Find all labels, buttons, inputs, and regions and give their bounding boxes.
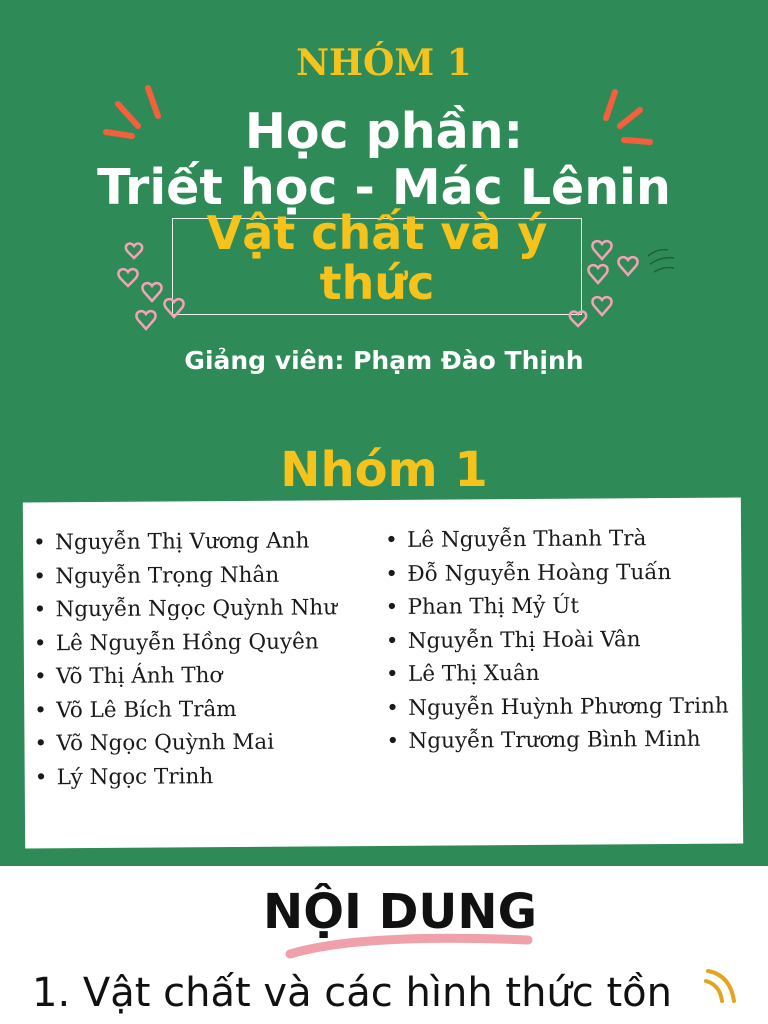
bullet: • <box>32 530 46 556</box>
bullet: • <box>33 597 47 623</box>
list-item <box>34 658 374 694</box>
course-line-2: Triết học - Mác Lênin <box>97 159 671 216</box>
lecturer-text: Giảng viên: Phạm Đào Thịnh <box>184 346 584 375</box>
list-item <box>34 625 374 661</box>
bullet: • <box>34 697 48 723</box>
content-title: NỘI DUNG <box>263 884 537 940</box>
bullet: • <box>33 664 47 690</box>
underline-stroke <box>284 928 534 964</box>
list-item <box>386 689 736 725</box>
list-item <box>34 725 374 761</box>
member-name: Đỗ Nguyễn Hoàng Tuấn <box>407 559 672 587</box>
member-name: Nguyễn Huỳnh Phương Trinh <box>408 693 729 721</box>
list-item <box>385 522 735 558</box>
group-heading: NHÓM 1 <box>296 42 472 84</box>
list-item <box>386 656 736 692</box>
member-name: Võ Thị Ánh Thơ <box>55 663 223 690</box>
bullet: • <box>385 661 399 687</box>
member-name: Võ Ngọc Quỳnh Mai <box>56 729 275 757</box>
member-name: Lê Thị Xuân <box>407 660 540 687</box>
list-item <box>386 622 736 658</box>
member-name: Nguyễn Thị Hoài Vân <box>407 626 641 654</box>
bullet: • <box>384 527 398 553</box>
bullet: • <box>33 630 47 656</box>
member-name: Võ Lê Bích Trâm <box>56 696 237 723</box>
topic-title: Vật chất và ý thức <box>206 206 548 310</box>
bullet: • <box>34 731 48 757</box>
list-item <box>33 591 373 627</box>
signal-icon <box>700 965 750 1015</box>
list-item <box>33 558 373 594</box>
bullet: • <box>385 594 399 620</box>
member-name: Lý Ngọc Trinh <box>56 763 214 790</box>
bullet: • <box>33 563 47 589</box>
members-list-left <box>33 524 375 794</box>
member-name: Nguyễn Ngọc Quỳnh Như <box>55 595 338 623</box>
list-item <box>34 692 374 728</box>
member-name: Lê Nguyễn Hồng Quyên <box>55 628 319 656</box>
list-item <box>386 723 736 759</box>
group-label: Nhóm 1 <box>280 442 488 498</box>
member-name: Phan Thị Mỷ Út <box>407 593 580 620</box>
list-item <box>33 524 373 560</box>
list-item <box>385 555 735 591</box>
member-name: Nguyễn Trọng Nhân <box>55 562 280 589</box>
bullet: • <box>386 695 400 721</box>
members-card <box>23 497 743 848</box>
members-list-right <box>385 522 737 759</box>
course-line-1: Học phần: <box>244 103 524 160</box>
content-item-1: 1. Vật chất và các hình thức tồn <box>32 970 672 1016</box>
list-item <box>35 759 375 795</box>
member-name: Lê Nguyễn Thanh Trà <box>406 526 647 553</box>
bullet: • <box>385 628 399 654</box>
member-name: Nguyễn Trương Bình Minh <box>408 726 701 754</box>
bullet: • <box>385 561 399 587</box>
bullet: • <box>34 764 48 790</box>
bullet: • <box>386 728 400 754</box>
member-name: Nguyễn Thị Vương Anh <box>54 528 310 556</box>
list-item <box>385 589 735 625</box>
